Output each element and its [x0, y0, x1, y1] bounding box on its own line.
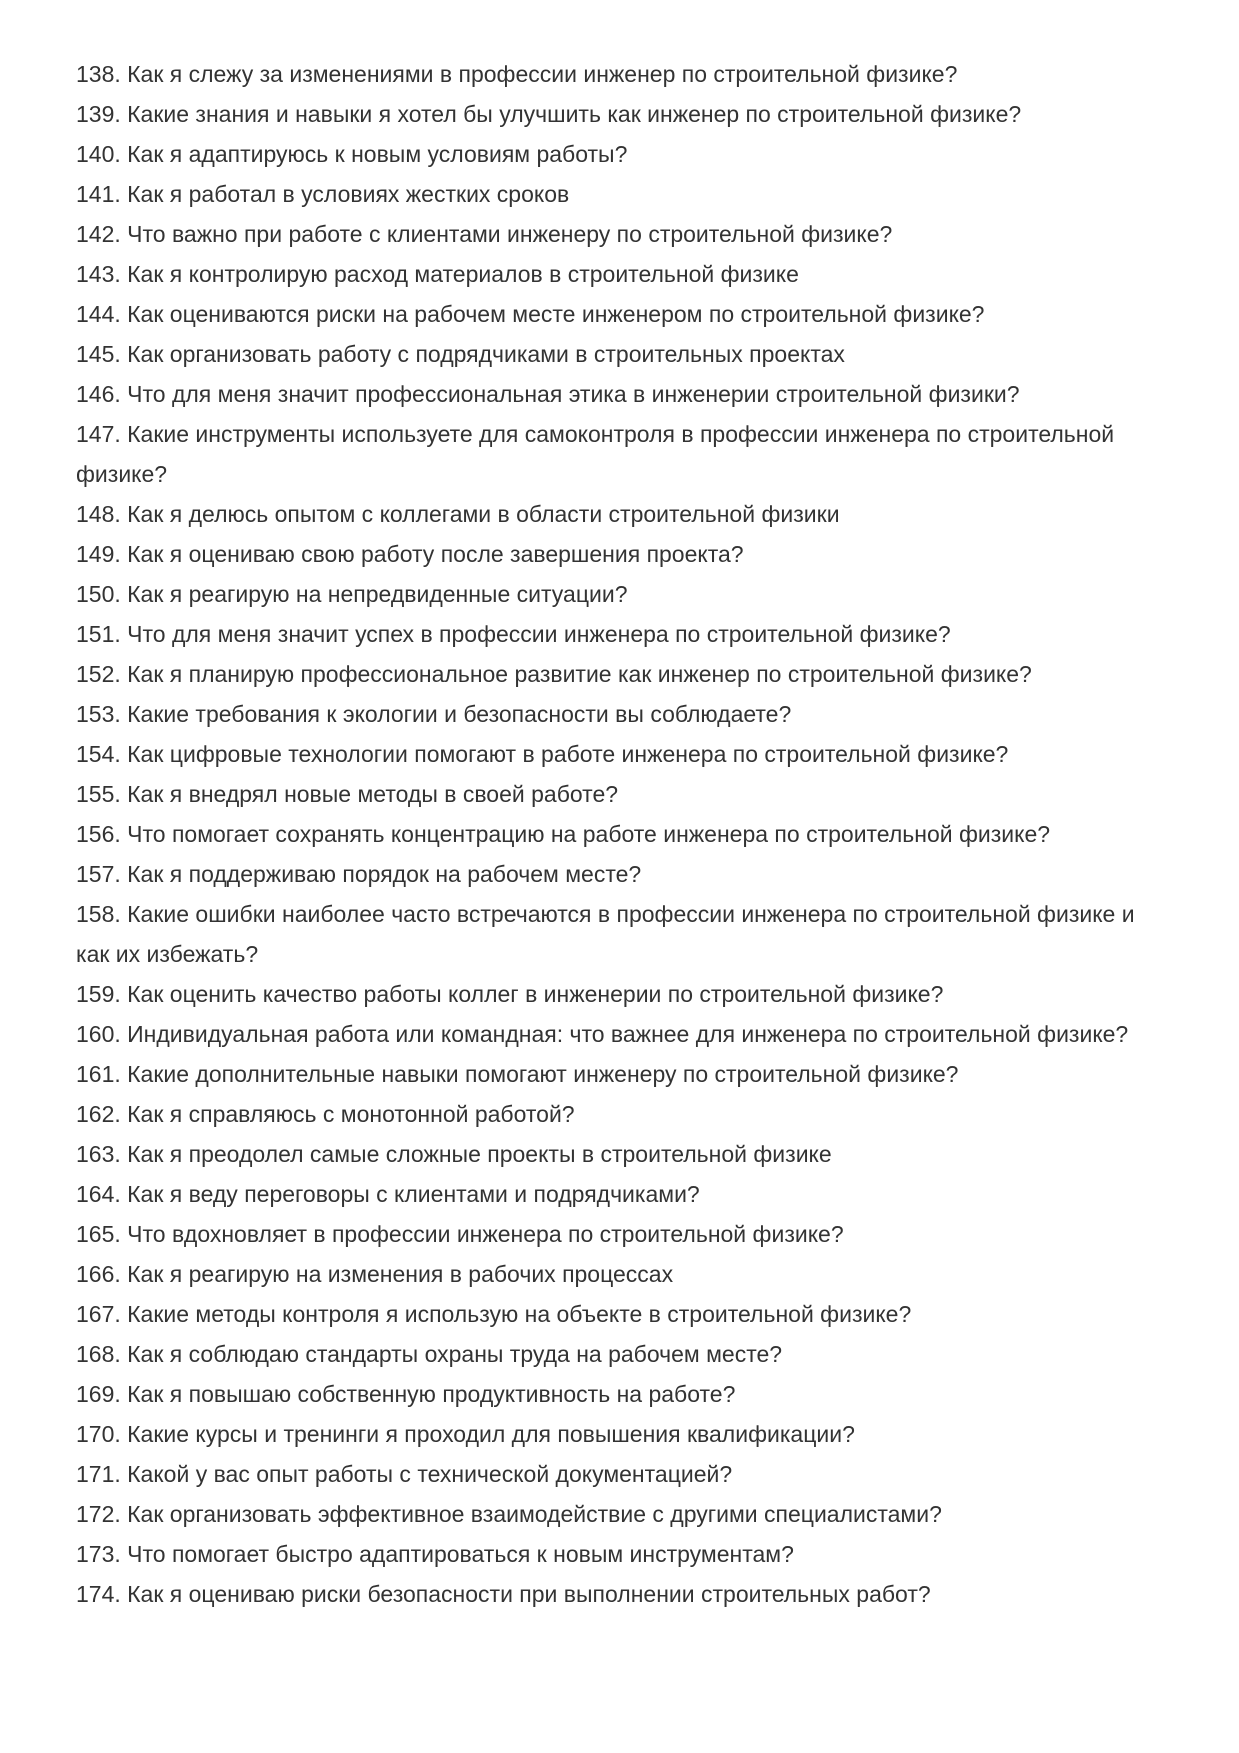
list-item: 170. Какие курсы и тренинги я проходил для повышения квалификации? — [76, 1421, 855, 1447]
list-item: 163. Как я преодолел самые сложные проекты в строительной физике — [76, 1141, 832, 1167]
list-item: 145. Как организовать работу с подрядчиками в строительных проектах — [76, 341, 845, 367]
list-item: 140. Как я адаптируюсь к новым условиям работы? — [76, 141, 628, 167]
list-item: 173. Что помогает быстро адаптироваться к новым инструментам? — [76, 1541, 794, 1567]
list-item: 161. Какие дополнительные навыки помогают инженеру по строительной физике? — [76, 1061, 959, 1087]
list-item: 144. Как оцениваются риски на рабочем месте инженером по строительной физике? — [76, 301, 985, 327]
list-item: 165. Что вдохновляет в профессии инженера по строительной физике? — [76, 1221, 844, 1247]
list-item: 151. Что для меня значит успех в профессии инженера по строительной физике? — [76, 621, 951, 647]
list-item: 150. Как я реагирую на непредвиденные ситуации? — [76, 581, 628, 607]
list-item: 164. Как я веду переговоры с клиентами и подрядчиками? — [76, 1181, 700, 1207]
list-item: 141. Как я работал в условиях жестких сроков — [76, 181, 570, 207]
questions-list — [76, 54, 1156, 1614]
list-item: 157. Как я поддерживаю порядок на рабочем месте? — [76, 861, 642, 887]
list-item: 167. Какие методы контроля я использую на объекте в строительной физике? — [76, 1301, 912, 1327]
list-item: 172. Как организовать эффективное взаимодействие с другими специалистами? — [76, 1501, 942, 1527]
list-item: 152. Как я планирую профессиональное развитие как инженер по строительной физике? — [76, 661, 1032, 687]
list-item: 156. Что помогает сохранять концентрацию на работе инженера по строительной физике? — [76, 821, 1051, 847]
list-item: 171. Какой у вас опыт работы с технической документацией? — [76, 1461, 733, 1487]
list-item: 160. Индивидуальная работа или командная: что важнее для инженера по строительной физике? — [76, 1021, 1129, 1047]
list-item: 139. Какие знания и навыки я хотел бы улучшить как инженер по строительной физике? — [76, 101, 1022, 127]
list-item: 166. Как я реагирую на изменения в рабочих процессах — [76, 1261, 674, 1287]
list-item: 158. Какие ошибки наиболее часто встречаются в профессии инженера по строительной физике и как их избежать? — [76, 901, 1135, 967]
list-item: 142. Что важно при работе с клиентами инженеру по строительной физике? — [76, 221, 893, 247]
list-item: 146. Что для меня значит профессиональная этика в инженерии строительной физики? — [76, 381, 1020, 407]
list-item: 174. Как я оцениваю риски безопасности при выполнении строительных работ? — [76, 1581, 931, 1607]
list-item: 159. Как оценить качество работы коллег в инженерии по строительной физике? — [76, 981, 944, 1007]
list-item: 148. Как я делюсь опытом с коллегами в области строительной физики — [76, 501, 840, 527]
list-item: 154. Как цифровые технологии помогают в работе инженера по строительной физике? — [76, 741, 1009, 767]
list-item: 147. Какие инструменты используете для самоконтроля в профессии инженера по строительной физике? — [76, 421, 1115, 487]
list-item: 149. Как я оцениваю свою работу после завершения проекта? — [76, 541, 744, 567]
list-item: 162. Как я справляюсь с монотонной работой? — [76, 1101, 575, 1127]
list-item: 138. Как я слежу за изменениями в профессии инженер по строительной физике? — [76, 61, 958, 87]
list-item: 153. Какие требования к экологии и безопасности вы соблюдаете? — [76, 701, 792, 727]
list-item: 143. Как я контролирую расход материалов в строительной физике — [76, 261, 799, 287]
list-item: 168. Как я соблюдаю стандарты охраны труда на рабочем месте? — [76, 1341, 783, 1367]
list-item: 169. Как я повышаю собственную продуктивность на работе? — [76, 1381, 736, 1407]
list-item: 155. Как я внедрял новые методы в своей работе? — [76, 781, 619, 807]
